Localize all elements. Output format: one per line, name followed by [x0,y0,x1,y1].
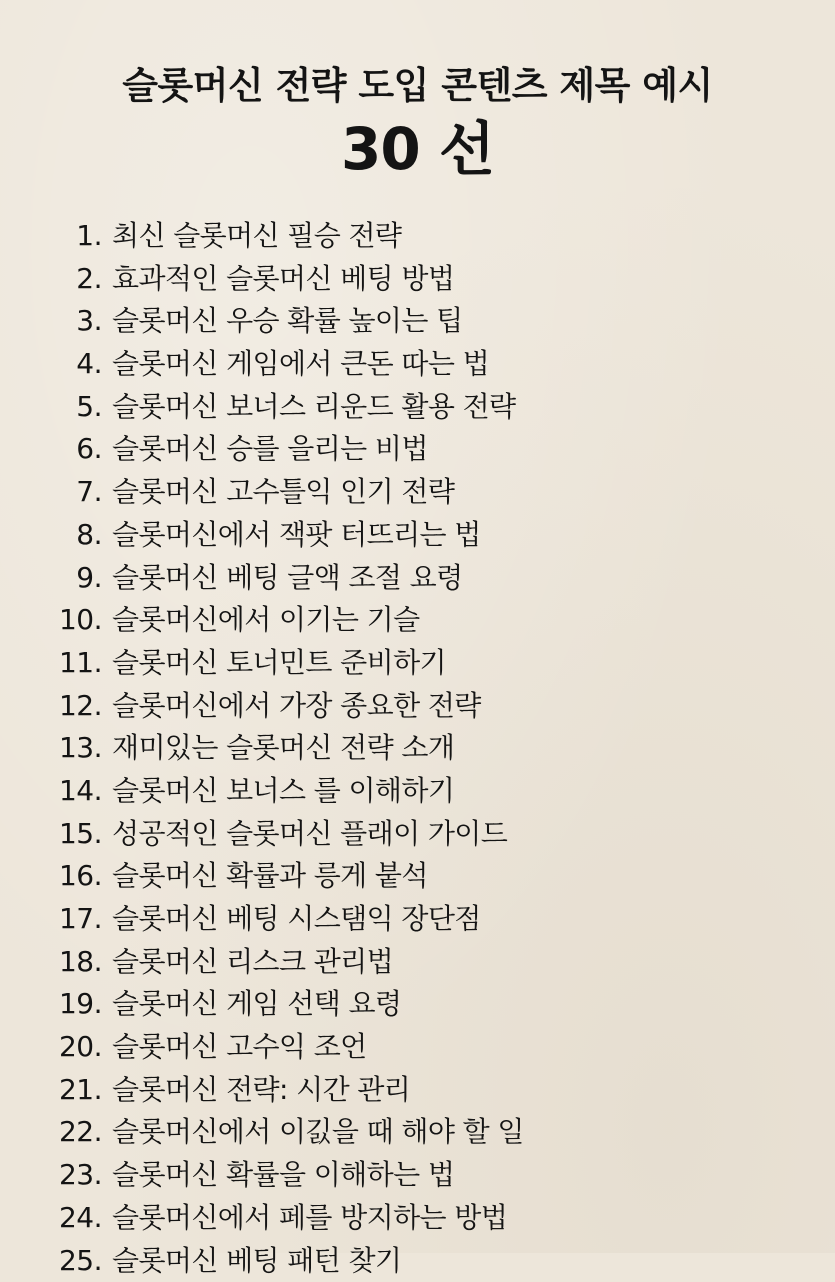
list-item-text: 슬롯머신에서 잭팟 터뜨리는 법 [112,514,481,557]
list-item [0,599,835,642]
page-title: 슬롯머신 전략 도입 콘텐츠 제목 예시 [0,60,835,112]
list-item-number: 15. [59,813,102,856]
list-item-number: 18. [59,941,102,984]
list-item-number: 23. [59,1154,102,1197]
list-item [0,343,835,386]
list-item-number: 8. [76,514,102,557]
list-item [0,428,835,471]
list-item [0,258,835,301]
list-item-number: 10. [59,599,102,642]
list-item-text: 슬롯머신에서 이기는 기슬 [112,599,420,642]
list-item [0,1069,835,1112]
page-subtitle-count: 30 선 [0,114,835,184]
list-item-number: 21. [59,1069,102,1112]
list-item-number: 7. [76,471,102,514]
list-item-text: 슬롯머신 베팅 패턴 찾기 [112,1240,401,1282]
list-item [0,983,835,1026]
list-item-text: 재미있는 슬롯머신 전략 소개 [112,727,454,770]
list-item-number: 3. [76,300,102,343]
list-item-number: 20. [59,1026,102,1069]
list-item [0,1111,835,1154]
list-item-text: 슬롯머신 고수틀익 인기 전략 [112,471,454,514]
list-item [0,727,835,770]
list-item-text: 슬롯머신 보너스 리운드 활용 전략 [112,386,515,429]
list-item-number: 14. [59,770,102,813]
list-item-text: 최신 슬롯머신 필승 전략 [112,215,401,258]
list-item-number: 2. [76,258,102,301]
list-item-number: 5. [76,386,102,429]
list-item-text: 슬롯머신 우승 확률 높이는 팁 [112,300,463,343]
list-item [0,941,835,984]
list-item-number: 4. [76,343,102,386]
list-item-number: 16. [59,855,102,898]
list-item-text: 슬롯머신에서 이긼을 때 해야 할 일 [112,1111,524,1154]
list-item-number: 11. [59,642,102,685]
list-item [0,898,835,941]
list-item-text: 슬롯머신 게임에서 큰돈 따는 법 [112,343,489,386]
title-list [0,215,835,1282]
list-item-text: 효과적인 슬롯머신 베팅 방법 [112,258,454,301]
list-item [0,1240,835,1282]
list-item-text: 슬롯머신 토너민트 준비하기 [112,642,446,685]
list-item [0,685,835,728]
list-item-number: 19. [59,983,102,1026]
list-item-text: 슬롯머신 베팅 시스탬익 장단점 [112,898,481,941]
list-item-text: 슬롯머신에서 가장 종요한 전략 [112,685,481,728]
list-item-number: 1. [76,215,102,258]
list-item [0,1026,835,1069]
list-item [0,813,835,856]
list-item-text: 성공적인 슬롯머신 플래이 가이드 [112,813,507,856]
list-item-text: 슬롯머신 고수익 조언 [112,1026,367,1069]
list-item-number: 13. [59,727,102,770]
list-item-text: 슬롯머신 베팅 글액 조절 요령 [112,557,463,600]
list-item-number: 9. [76,557,102,600]
list-item [0,471,835,514]
list-item-number: 17. [59,898,102,941]
list-item-number: 25. [59,1240,102,1282]
list-item [0,1154,835,1197]
list-item [0,557,835,600]
title-block [0,60,835,184]
list-item-text: 슬롯머신 전략: 시간 관리 [112,1069,410,1112]
list-item-text: 슬롯머신 리스크 관리법 [112,941,393,984]
list-item-text: 슬롯머신 확률과 릉게 붙석 [112,855,428,898]
list-item [0,770,835,813]
list-item [0,300,835,343]
list-item [0,1197,835,1240]
list-item-text: 슬롯머신에서 페를 방지하는 방법 [112,1197,507,1240]
list-item-text: 슬롯머신 확률을 이해하는 법 [112,1154,454,1197]
list-item-text: 슬롯머신 보너스 를 이해하기 [112,770,454,813]
list-item [0,215,835,258]
list-item [0,386,835,429]
list-item [0,642,835,685]
list-item-number: 6. [76,428,102,471]
list-item-text: 슬롯머신 승를 을리는 비법 [112,428,428,471]
list-item-number: 24. [59,1197,102,1240]
list-item-number: 22. [59,1111,102,1154]
list-item [0,855,835,898]
list-item-number: 12. [59,685,102,728]
list-item-text: 슬롯머신 게임 선택 요령 [112,983,401,1026]
list-item [0,514,835,557]
